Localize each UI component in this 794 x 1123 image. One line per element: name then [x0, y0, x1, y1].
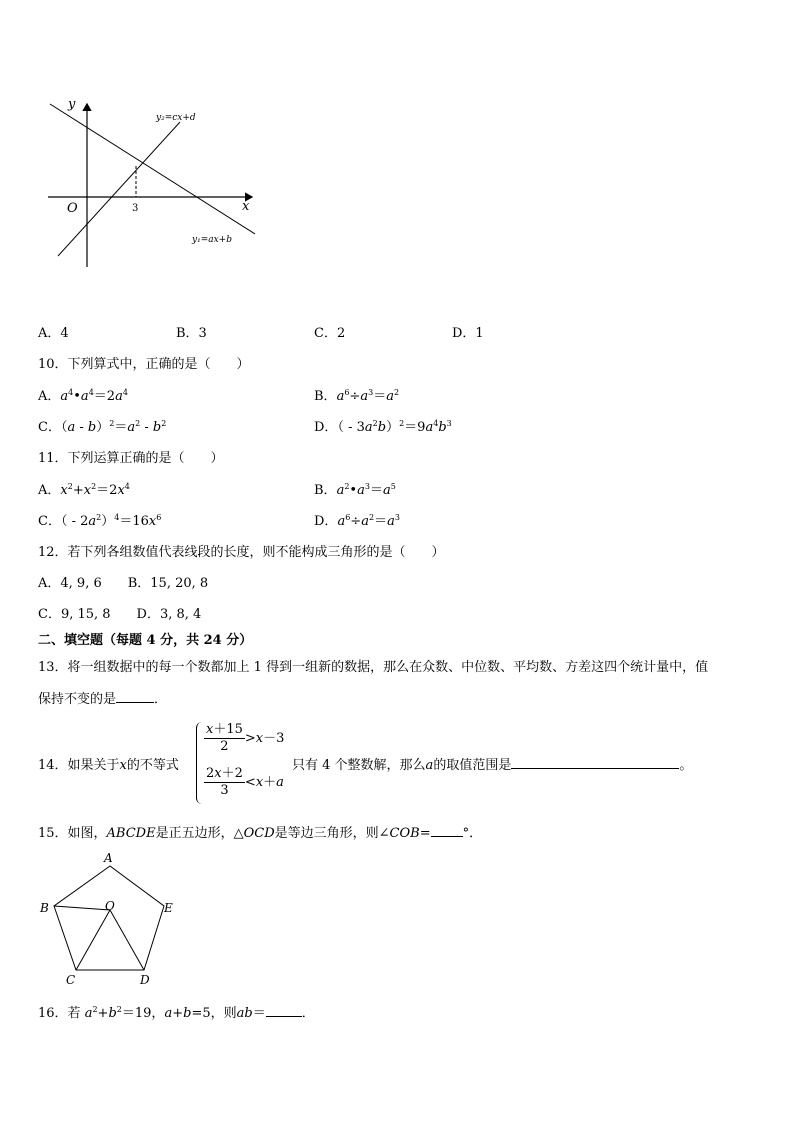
q14-suffix-text: 只有 4 个整数解，那么 — [292, 758, 426, 773]
q16-answer-blank[interactable] — [266, 1004, 302, 1017]
q15-prefix: 15．如图， — [38, 826, 107, 841]
line-y1 — [50, 104, 255, 234]
q10-option-c[interactable]: C．$(a - b)^2=a^2 - b^2$ — [38, 419, 167, 435]
segment-od — [110, 910, 144, 970]
q9-option-c[interactable]: C．2 — [314, 326, 346, 341]
q9-option-d[interactable]: D．1 — [452, 326, 484, 341]
tick-label-3: 3 — [132, 203, 139, 214]
q13-line2-text: 保持不变的是 — [38, 692, 117, 707]
q10-b-prefix: B． — [314, 389, 337, 404]
section-title: 二、填空题（每题 4 分，共 24 分） — [38, 633, 253, 648]
q15-abcde: ABCDE — [106, 826, 156, 841]
q10-option-d[interactable]: D．（ - $3a^2b)^2=9a^4b^3$ — [314, 419, 452, 435]
q10-stem: 10．下列算式中，正确的是（ ） — [38, 357, 250, 372]
q16-eq: ＝ — [252, 1006, 266, 1021]
q14-inequality-1: $\frac{x+15}{2}$ >x－3 — [206, 722, 285, 754]
line-y1-label: y₁=ax+b — [192, 235, 232, 245]
q10-option-b[interactable]: B．$a^6\div a^3=a^2$ — [314, 388, 400, 404]
line-y2-label: y₂=cx+d — [156, 113, 196, 123]
segment-bo — [54, 906, 110, 910]
q14-suffix2-text: 的取值范围是 — [433, 758, 512, 773]
q15-stem — [38, 822, 482, 841]
q11-option-d[interactable]: D．$a^6\div a^2=a^3$ — [314, 513, 400, 529]
q14-answer-blank[interactable] — [511, 756, 679, 769]
linear-functions-graph — [40, 92, 280, 272]
q15-mid2: 是等边三角形，则∠ — [274, 826, 390, 841]
pentagon-figure — [36, 848, 186, 990]
q14-inequality-2: $\frac{2x+2}{3}$ <x＋a — [206, 766, 284, 798]
q15-answer-blank[interactable] — [431, 824, 463, 837]
q10-option-a[interactable]: A．$a^4•a^4=2a^4$ — [38, 388, 128, 404]
point-o-label: O — [105, 899, 115, 913]
q13-answer-blank[interactable] — [116, 690, 154, 703]
q10-a-prefix: A． — [38, 389, 61, 404]
q16-stem: 16．若 $a^2+b^2=19$，a+b=5，则ab＝ ． — [38, 1005, 315, 1021]
x-axis-label: x — [242, 199, 250, 214]
q14-mid-text: 的不等式 — [126, 758, 179, 773]
q14-end: 。 — [679, 758, 693, 773]
origin-label: O — [67, 201, 78, 216]
line-y2 — [58, 122, 180, 256]
q14-var-a: a — [425, 758, 434, 773]
q14-prefix-text: 14．如果关于 — [38, 758, 120, 773]
q9-option-a[interactable]: A．4 — [38, 326, 69, 341]
q11-option-b[interactable]: B．$a^2•a^3=a^5$ — [314, 482, 396, 498]
q15-end: °． — [462, 826, 483, 841]
q11-a-prefix: A． — [38, 483, 61, 498]
q11-c-prefix: C． — [38, 514, 61, 529]
q11-stem: 11．下列运算正确的是（ ） — [38, 451, 224, 466]
q14-suffix — [292, 754, 692, 773]
q15-mid1: 是正五边形，△ — [155, 826, 244, 841]
q13-line1: 13．将一组数据中的每一个数都加上 1 得到一组新的数据，那么在众数、中位数、平均数、方差这四个统计量中，值 — [38, 660, 709, 675]
q15-cob: COB — [389, 826, 420, 841]
q16-then: ，则 — [210, 1006, 237, 1021]
vertex-d-label: D — [140, 973, 150, 987]
vertex-c-label: C — [66, 973, 76, 987]
q11-d-prefix: D． — [314, 514, 338, 529]
q14-prefix — [38, 754, 179, 773]
q12-options-row2[interactable]: C．9, 15, 8 D．3, 8, 4 — [38, 607, 202, 622]
q14-var-x: x — [119, 758, 127, 773]
q16-prefix: 16．若 — [38, 1006, 85, 1021]
q13-line2: 保持不变的是 ． — [38, 692, 168, 707]
q12-options-row1[interactable]: A．4, 9, 6 B．15, 20, 8 — [38, 576, 209, 591]
segment-oc — [76, 910, 110, 970]
q12-stem: 12．若下列各组数值代表线段的长度，则不能构成三角形的是（ ） — [38, 545, 445, 560]
pentagon-abcde — [54, 866, 164, 970]
q10-d-prefix: D． — [314, 420, 338, 435]
vertex-e-label: E — [164, 901, 173, 915]
q11-b-prefix: B． — [314, 483, 337, 498]
vertex-b-label: B — [40, 901, 49, 915]
q16-mid: ， — [151, 1006, 165, 1021]
y-axis-label: y — [68, 97, 76, 112]
q9-option-b[interactable]: B．3 — [176, 326, 207, 341]
q10-c-prefix: C． — [38, 420, 61, 435]
q16-ab: ab — [236, 1006, 253, 1021]
q15-eq: = — [419, 826, 431, 841]
q15-ocd: OCD — [243, 826, 275, 841]
vertex-a-label: A — [104, 851, 113, 865]
q16-end: ． — [301, 1006, 315, 1021]
q11-option-c[interactable]: C．（ - $2a^2)^4=16x^6$ — [38, 513, 162, 529]
q11-option-a[interactable]: A．$x^2+x^2=2x^4$ — [38, 482, 130, 498]
